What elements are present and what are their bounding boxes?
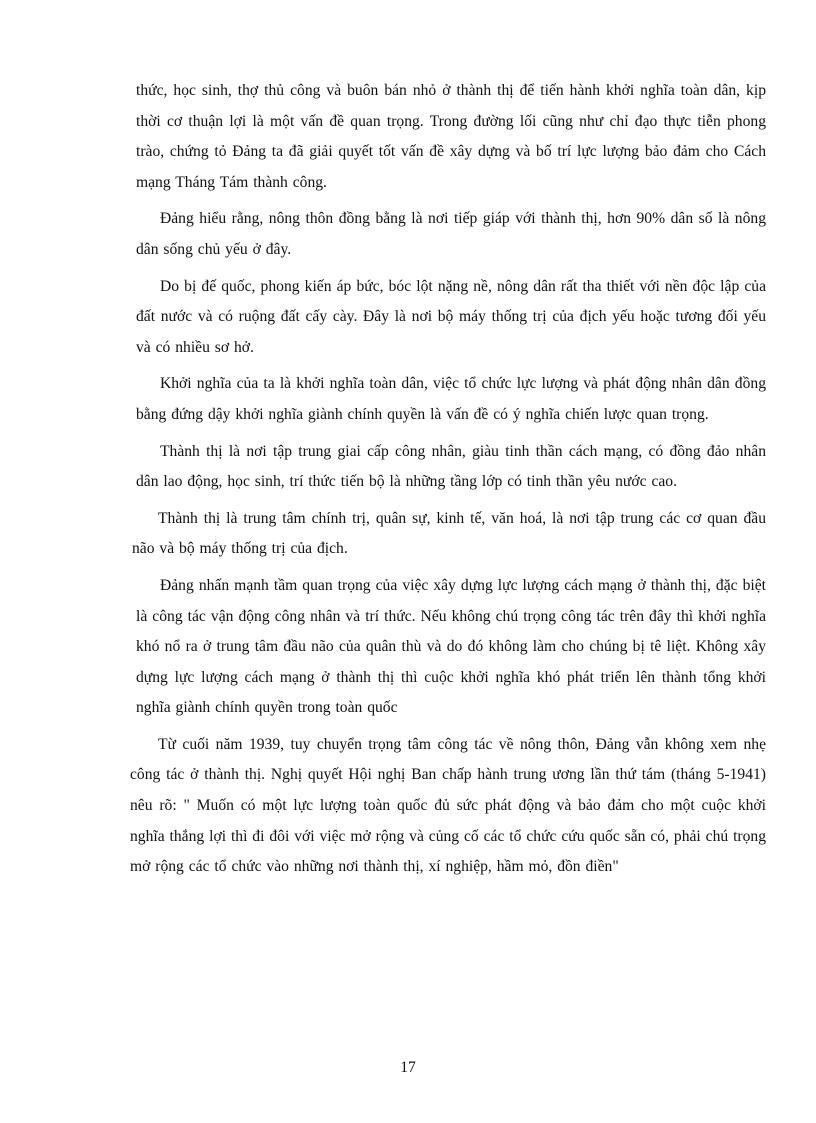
paragraph-3: Do bị đế quốc, phong kiến áp bức, bóc lột nặng nề, nông dân rất tha thiết với nền độc lập của đất nước và có ruộng đất cấy cày. Đây là nơi bộ máy thống trị của địch yếu hoặc tương đối yếu và có nhiều sơ hở. xyxy=(136,277,766,356)
paragraph-5: Thành thị là nơi tập trung giai cấp công nhân, giàu tinh thần cách mạng, có đồng đảo nhân dân lao động, học sinh, trí thức tiến bộ là những tầng lớp có tinh thần yêu nước cao. xyxy=(136,442,766,491)
page-number: 17 xyxy=(400,1059,416,1076)
document-page xyxy=(130,76,766,883)
paragraph-1: thức, học sinh, thợ thủ công và buôn bán nhỏ ở thành thị để tiến hành khởi nghĩa toàn dân, kịp thời cơ thuận lợi là một vấn đề quan trọng. Trong đường lối cũng như chỉ đạo thực tiễn phong trào, chứng tỏ Đảng ta đã giải quyết tốt vấn đề xây dựng và bố trí lực lượng bảo đảm cho Cách mạng Tháng Tám thành công. xyxy=(136,82,766,191)
paragraph-8: Từ cuối năm 1939, tuy chuyển trọng tâm công tác về nông thôn, Đảng vẫn không xem nhẹ công tác ở thành thị. Nghị quyết Hội nghị Ban chấp hành trung ương lần thứ tám (tháng 5-1941) nêu rõ: " Muốn có một lực lượng toàn quốc đủ sức phát động và bảo đảm cho một cuộc khởi nghĩa thắng lợi thì đi đôi với việc mở rộng và củng cố các tổ chức cứu quốc sẵn có, phải chú trọng mở rộng các tổ chức vào những nơi thành thị, xí nghiệp, hầm mỏ, đồn điền" xyxy=(130,735,766,876)
paragraph-7: Đảng nhấn mạnh tầm quan trọng của việc xây dựng lực lượng cách mạng ở thành thị, đặc biệt là công tác vận động công nhân và trí thức. Nếu không chú trọng công tác trên đây thì khởi nghĩa khó nổ ra ở trung tâm đầu não của quân thù và do đó không làm cho chúng bị tê liệt. Không xây dựng lực lượng cách mạng ở thành thị thì cuộc khởi nghĩa khó phát triển lên thành tổng khởi nghĩa giành chính quyền trong toàn quốc xyxy=(136,576,766,717)
paragraph-6: Thành thị là trung tâm chính trị, quân sự, kinh tế, văn hoá, là nơi tập trung các cơ quan đầu não và bộ máy thống trị của địch. xyxy=(132,509,766,558)
paragraph-4: Khởi nghĩa của ta là khởi nghĩa toàn dân, việc tổ chức lực lượng và phát động nhân dân đồng bằng đứng dậy khởi nghĩa giành chính quyền là vấn đề có ý nghĩa chiến lược quan trọng. xyxy=(136,375,766,423)
paragraph-2: Đảng hiểu rằng, nông thôn đồng bằng là nơi tiếp giáp với thành thị, hơn 90% dân số là nông dân sống chủ yếu ở đây. xyxy=(136,210,766,258)
